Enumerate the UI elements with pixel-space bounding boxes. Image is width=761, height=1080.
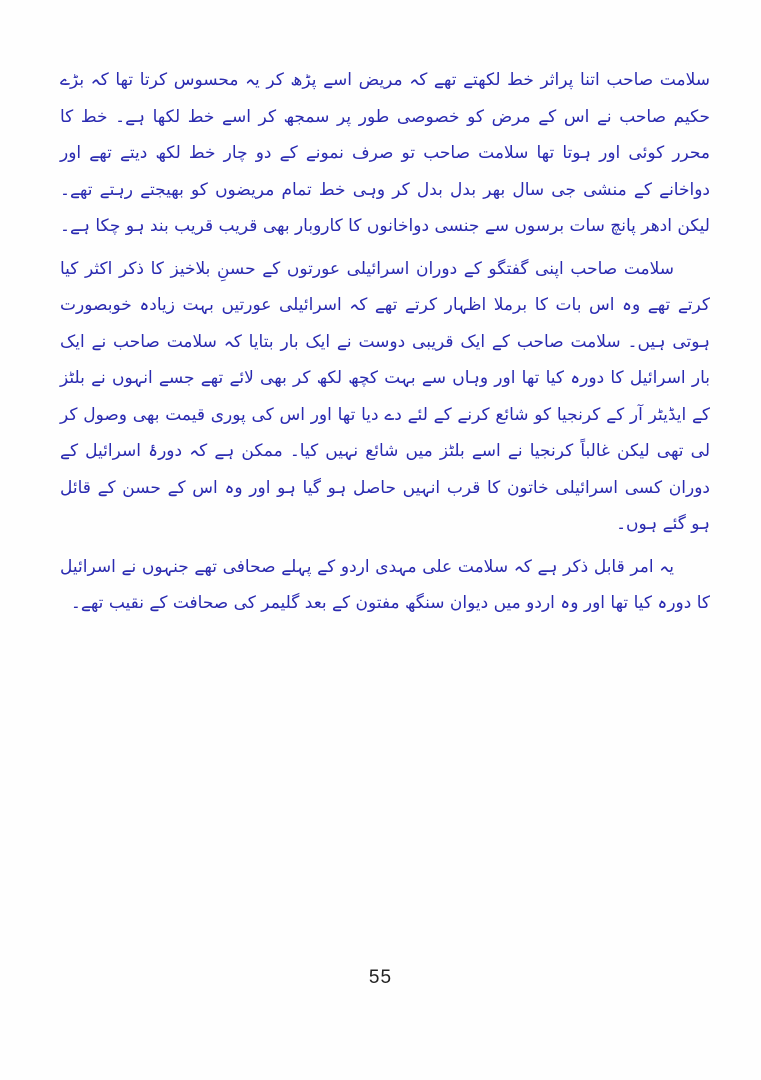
body-text bbox=[60, 62, 710, 628]
paragraph-1: سلامت صاحب اتنا پراثر خط لکھتے تھے کہ مریض اسے پڑھ کر یہ محسوس کرتا تھا کہ بڑے حکیم صاحب نے اس کے مرض کو خصوصی طور پر سمجھ کر اسے خط لکھا ہے۔ خط کا محرر کوئی اور ہوتا تھا سلامت صاحب تو صرف نمونے کے دو چار خط لکھ دیتے تھے اور دواخانے کے منشی جی سال بھر بدل بدل کر وہی خط تمام مریضوں کو بھیجتے رہتے تھے۔ لیکن ادھر پانچ سات برسوں سے جنسی دواخانوں کا کاروبار بھی قریب قریب بند ہو چکا ہے۔ bbox=[60, 70, 710, 236]
page-number: 55 bbox=[368, 967, 393, 988]
paragraph-2: سلامت صاحب اپنی گفتگو کے دوران اسرائیلی عورتوں کے حسنِ بلاخیز کا ذکر اکثر کیا کرتے تھے وہ اس بات کا برملا اظہار کرتے تھے کہ اسرائیلی عورتیں بہت زیادہ خوبصورت ہوتی ہیں۔ سلامت صاحب کے ایک قریبی دوست نے ایک بار بتایا کہ سلامت صاحب نے ایک بار اسرائیل کا دورہ کیا تھا اور وہاں سے بہت کچھ لکھ کر بھی لائے تھے جسے انہوں نے بلٹز کے ایڈیٹر آر کے کرنجیا کو شائع کرنے کے لئے دے دیا تھا اور اس کی پوری قیمت بھی وصول کر لی تھی لیکن غالباً کرنجیا نے اسے بلٹز میں شائع نہیں کیا۔ ممکن ہے کہ دورۂ اسرائیل کے دوران کسی اسرائیلی خاتون کا قرب انہیں حاصل ہو گیا ہو اور وہ اس کے حسن کے قائل ہو گئے ہوں۔ bbox=[60, 258, 710, 534]
paragraph-3: یہ امر قابل ذکر ہے کہ سلامت علی مہدی اردو کے پہلے صحافی تھے جنہوں نے اسرائیل کا دورہ کیا تھا اور وہ اردو میں دیوان سنگھ مفتون کے بعد گلیمر کی صحافت کے نقیب تھے۔ bbox=[60, 556, 710, 613]
